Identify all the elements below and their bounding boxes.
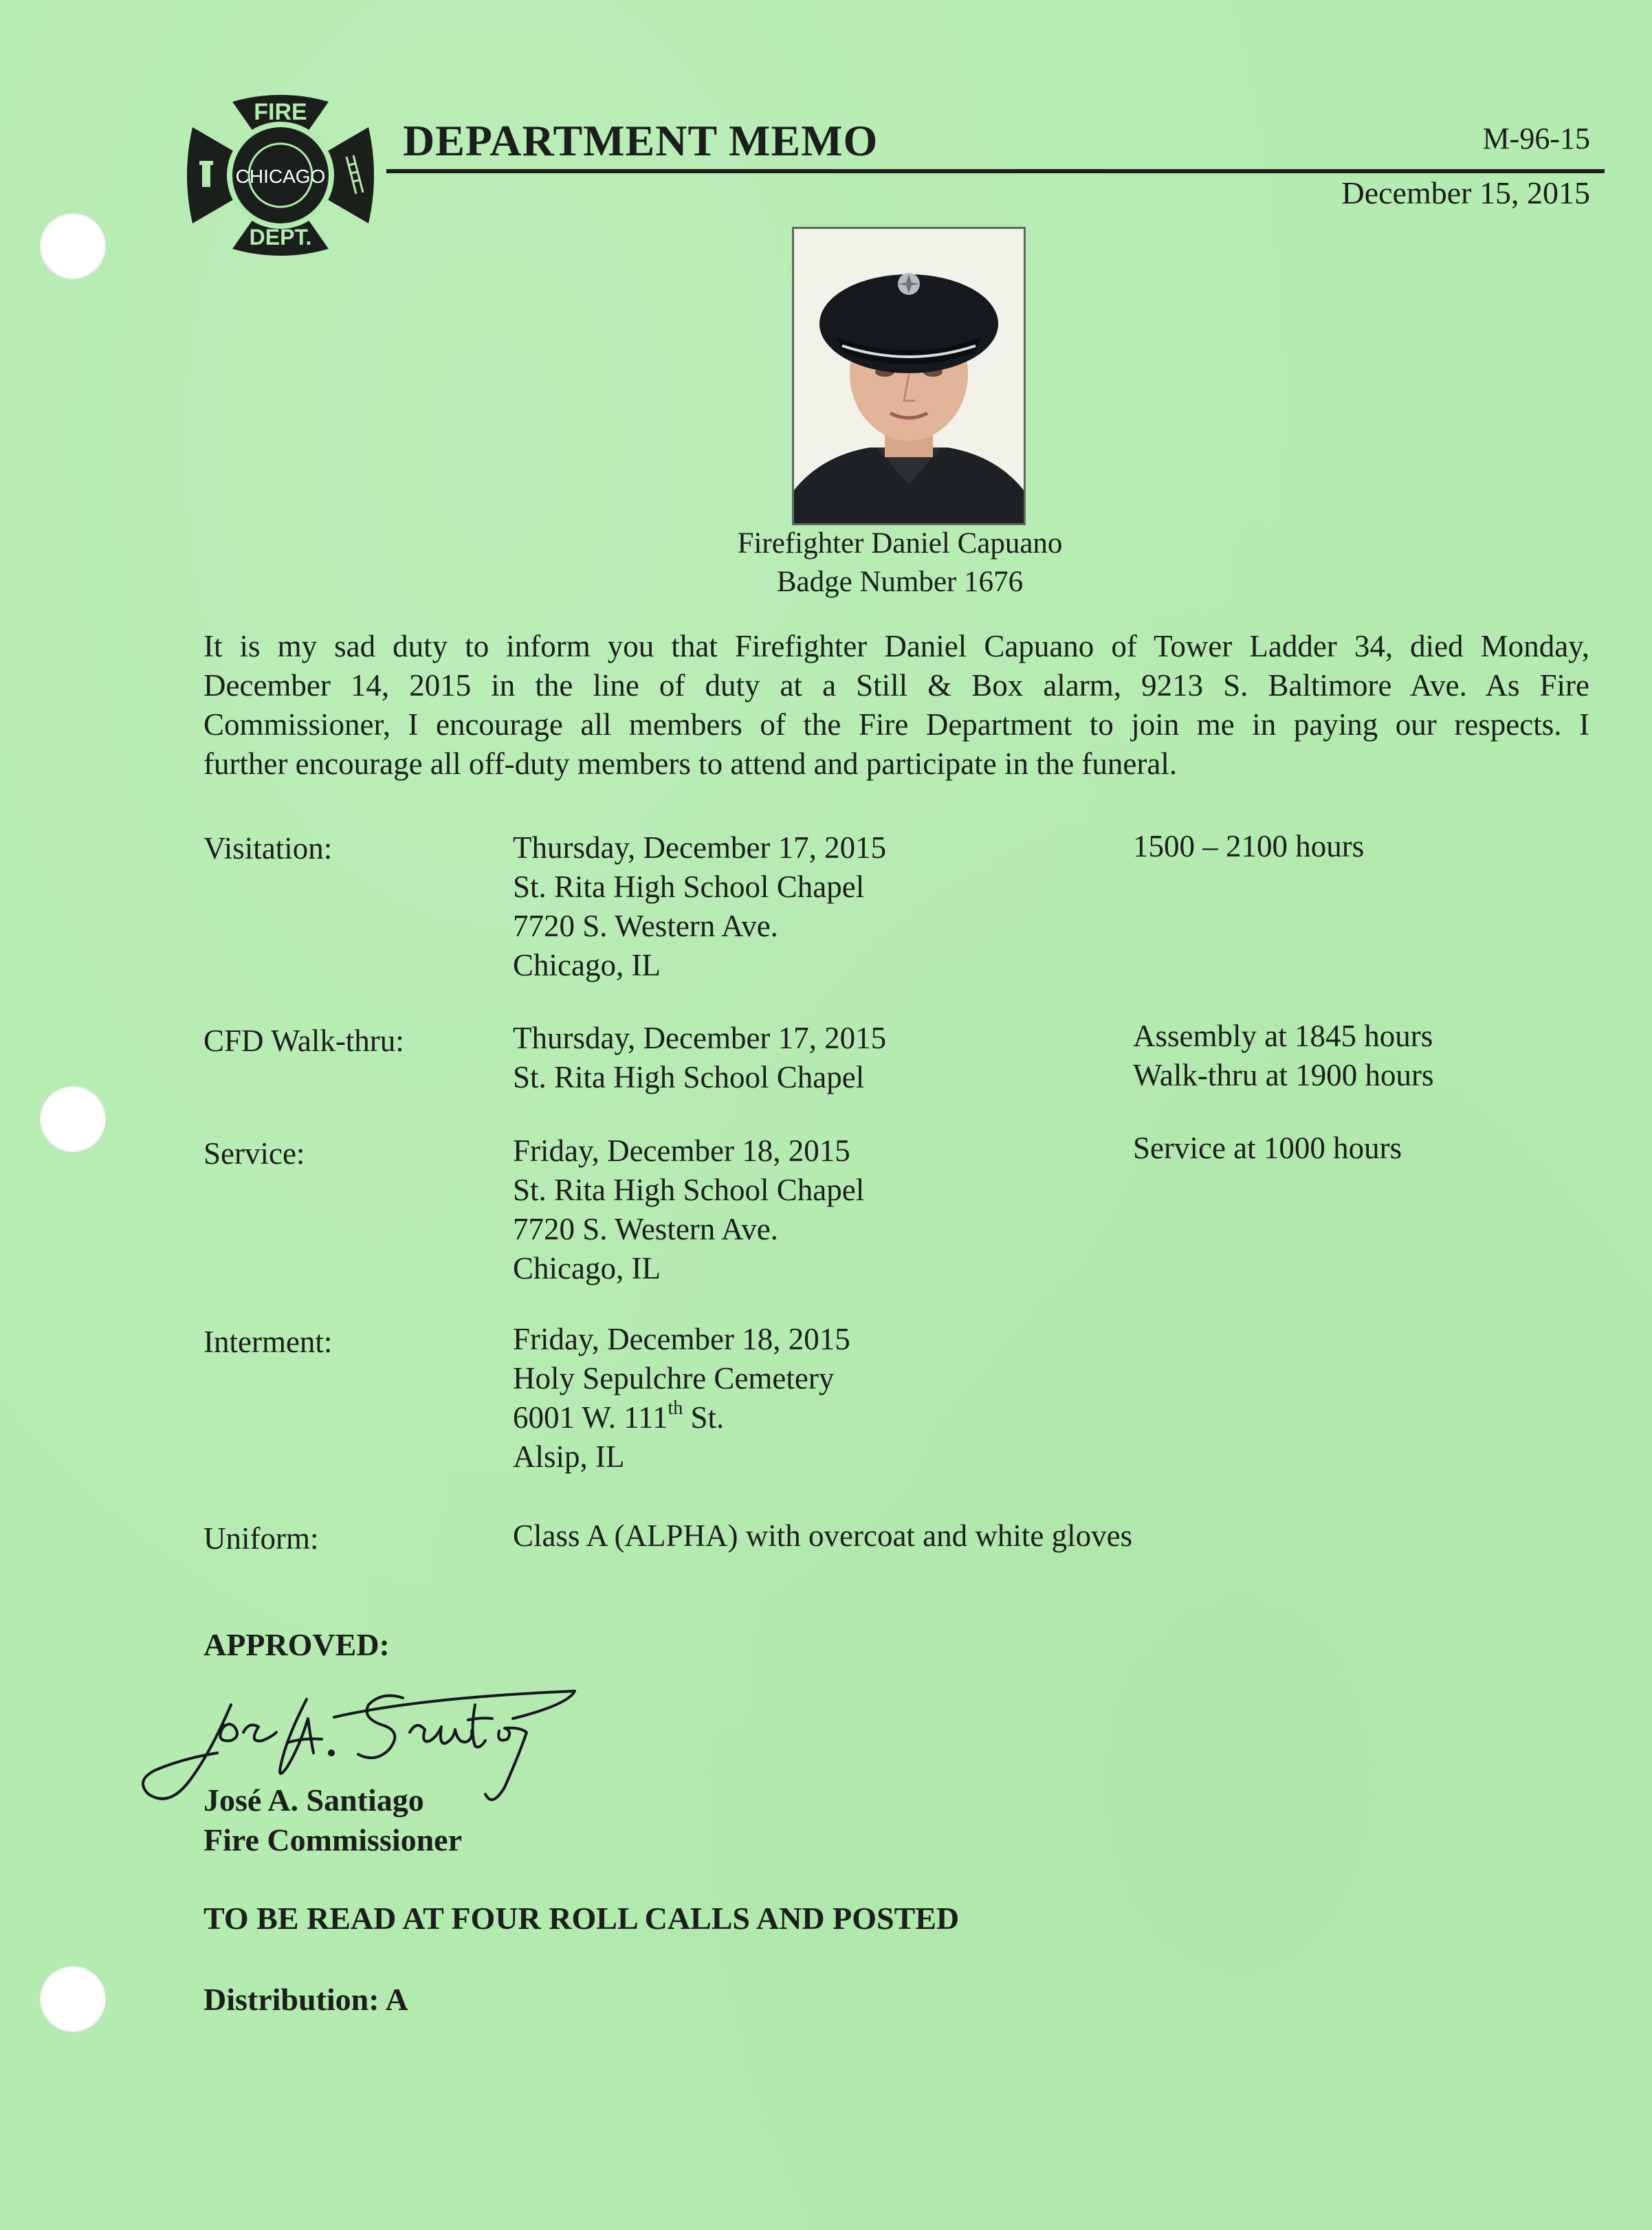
memo-title: DEPARTMENT MEMO xyxy=(403,116,879,165)
visitation-hours: 1500 – 2100 hours xyxy=(1133,829,1365,863)
walkthru-label: CFD Walk-thru: xyxy=(203,1024,404,1058)
interment-street-name: St. xyxy=(683,1400,725,1435)
service-hours: Service at 1000 hours xyxy=(1133,1131,1402,1165)
signatory-title: Fire Commissioner xyxy=(203,1822,463,1857)
distribution-line: Distribution: A xyxy=(203,1982,408,2017)
intro-paragraph xyxy=(203,627,1589,784)
memo-date: December 15, 2015 xyxy=(1341,175,1590,210)
walkthru-details xyxy=(513,1019,886,1097)
service-city: Chicago, IL xyxy=(513,1251,661,1285)
interment-city: Alsip, IL xyxy=(513,1439,625,1474)
walkthru-assembly: Assembly at 1845 hours xyxy=(1133,1019,1433,1053)
logo-text-center: CHICAGO xyxy=(235,166,326,187)
roll-call-instruction: TO BE READ AT FOUR ROLL CALLS AND POSTED xyxy=(203,1901,960,1936)
interment-place: Holy Sepulchre Cemetery xyxy=(513,1361,835,1395)
intro-line: Commissioner, I encourage all members of the Fire Department to join me in paying our respects. I xyxy=(203,707,1589,742)
uniform-label: Uniform: xyxy=(203,1521,319,1556)
walkthru-place: St. Rita High School Chapel xyxy=(513,1060,865,1094)
interment-label: Interment: xyxy=(203,1325,333,1359)
service-date: Friday, December 18, 2015 xyxy=(513,1134,850,1168)
interment-street-suffix: th xyxy=(668,1398,683,1419)
interment-street xyxy=(513,1398,850,1437)
binder-hole-bottom xyxy=(40,1966,106,2032)
signatory-name: José A. Santiago xyxy=(203,1782,424,1818)
logo-text-top: FIRE xyxy=(254,99,307,125)
service-times xyxy=(1133,1129,1402,1168)
visitation-city: Chicago, IL xyxy=(513,948,661,982)
interment-date: Friday, December 18, 2015 xyxy=(513,1322,850,1356)
service-street: 7720 S. Western Ave. xyxy=(513,1212,778,1246)
photo-caption-name: Firefighter Daniel Capuano xyxy=(737,527,1063,560)
visitation-street: 7720 S. Western Ave. xyxy=(513,909,778,943)
service-details xyxy=(513,1131,864,1288)
interment-street-number: 6001 W. 111 xyxy=(513,1400,668,1435)
firefighter-portrait xyxy=(792,227,1026,525)
intro-line: further encourage all off-duty members to attend and participate in the funeral. xyxy=(203,747,1178,781)
intro-line: It is my sad duty to inform you that Firefighter Daniel Capuano of Tower Ladder 34, died Monday, xyxy=(203,629,1589,663)
visitation-details xyxy=(513,828,886,985)
service-place: St. Rita High School Chapel xyxy=(513,1173,865,1207)
walkthru-times xyxy=(1133,1017,1434,1095)
memo-number: M-96-15 xyxy=(1482,122,1590,155)
visitation-date: Thursday, December 17, 2015 xyxy=(513,830,887,865)
uniform-text: Class A (ALPHA) with overcoat and white gloves xyxy=(513,1519,1133,1553)
visitation-label: Visitation: xyxy=(203,831,333,865)
binder-hole-middle xyxy=(40,1086,106,1152)
service-label: Service: xyxy=(203,1136,305,1171)
approved-label: APPROVED: xyxy=(203,1627,390,1662)
chicago-fire-dept-logo xyxy=(184,89,377,261)
walkthru-start: Walk-thru at 1900 hours xyxy=(1133,1058,1434,1092)
walkthru-date: Thursday, December 17, 2015 xyxy=(513,1021,887,1055)
binder-hole-top xyxy=(40,213,106,279)
visitation-place: St. Rita High School Chapel xyxy=(513,870,865,904)
intro-line: December 14, 2015 in the line of duty at a Still & Box alarm, 9213 S. Baltimore Ave. As Fire xyxy=(203,668,1589,703)
header-rule xyxy=(386,169,1605,173)
photo-caption-badge: Badge Number 1676 xyxy=(776,566,1024,598)
interment-details xyxy=(513,1320,850,1477)
logo-text-bottom: DEPT. xyxy=(249,225,312,250)
visitation-times xyxy=(1133,827,1364,866)
